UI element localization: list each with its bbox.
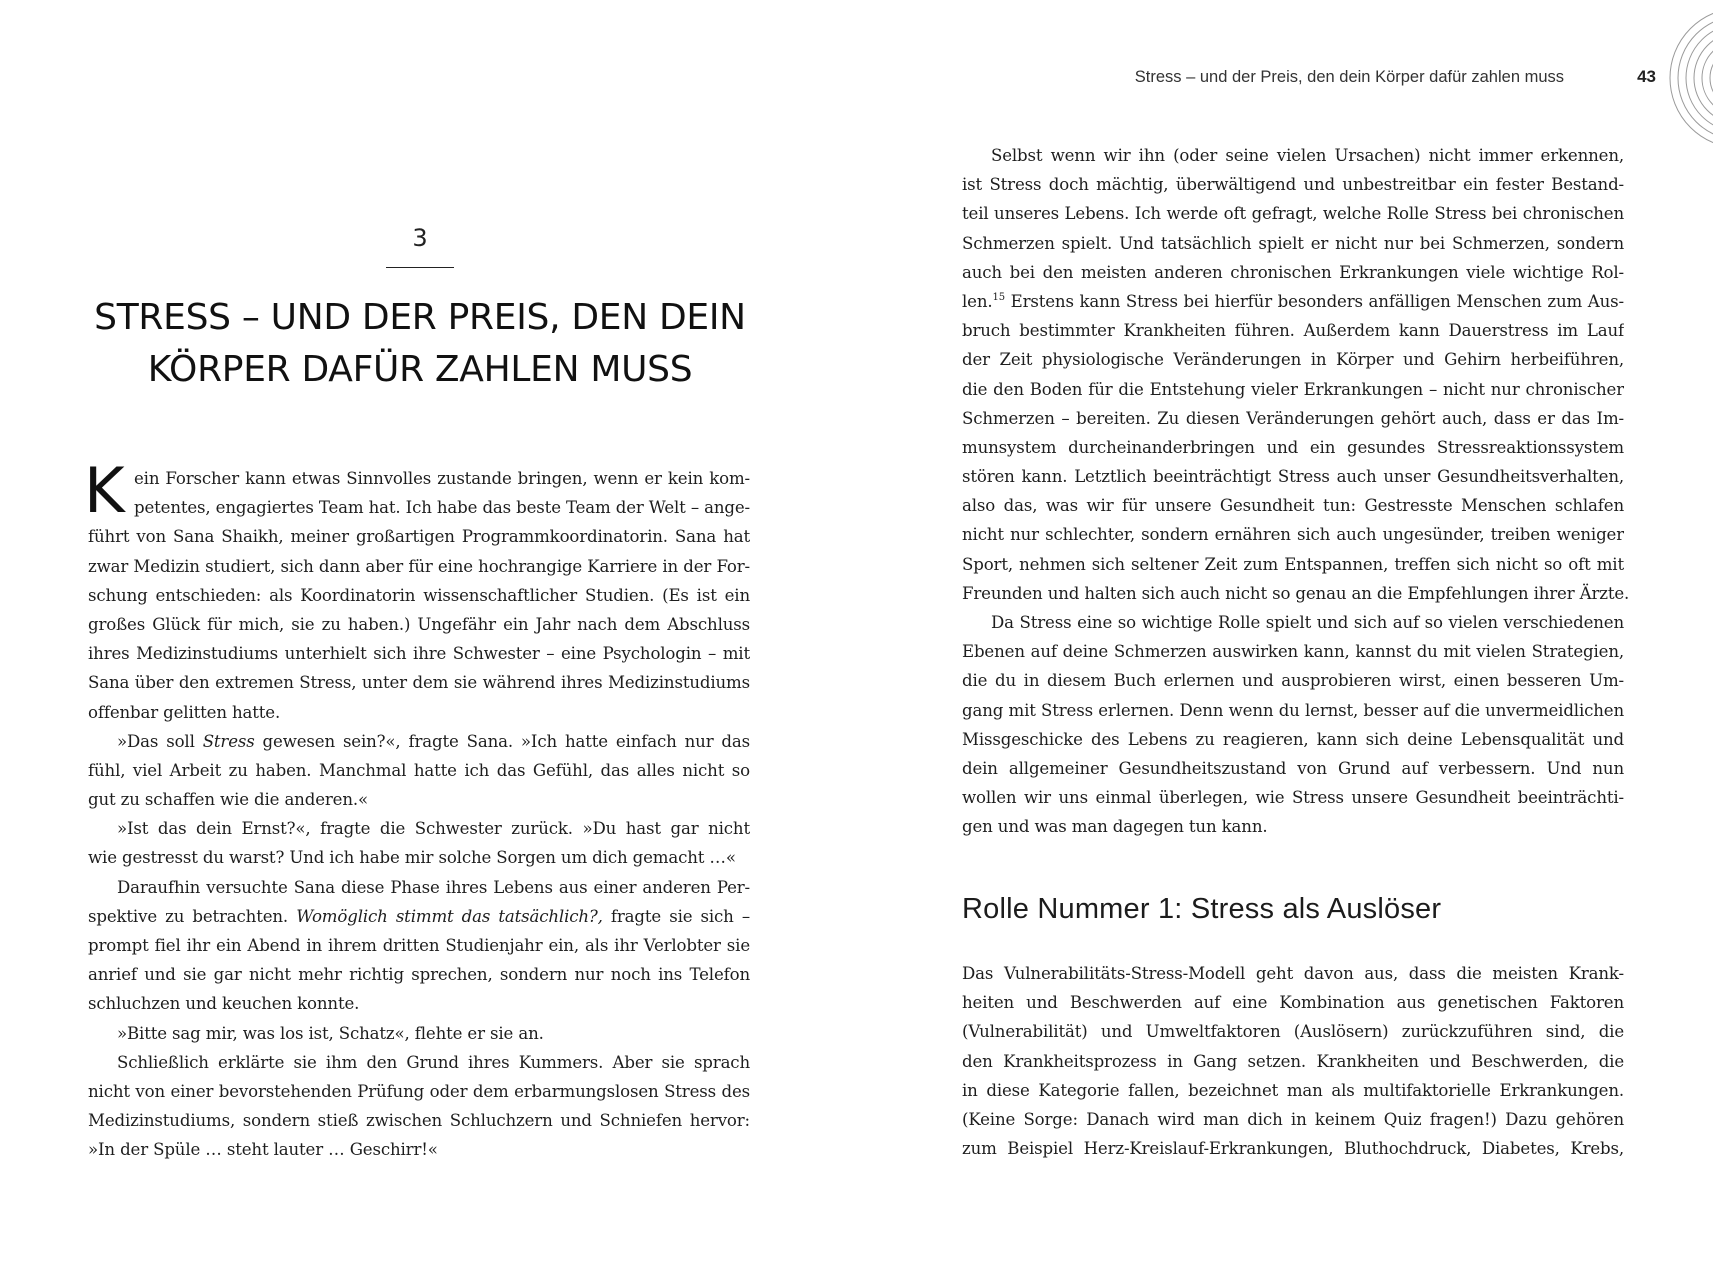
text-line: Freunden und halten sich auch nicht so genau an die Empfehlungen ihrer Ärzte. — [962, 583, 1630, 603]
text-line: gut zu schaffen wie die anderen.« — [88, 790, 368, 810]
text-line: (Keine Sorge: Danach wird man dich in keinem Quiz fragen!) Dazu gehören — [962, 1109, 1624, 1129]
text-line: gang mit Stress erlernen. Denn wenn du lernst, besser auf die unvermeidlichen — [962, 700, 1624, 720]
text-run: fragte sie sich – — [610, 906, 750, 926]
text-line: Schmerzen – bereiten. Zu diesen Veränderungen gehört auch, dass er das Im- — [962, 408, 1624, 428]
text-line: ein Forscher kann etwas Sinnvolles zustande bringen, wenn er kein kom- — [134, 469, 750, 488]
text-line — [962, 287, 1624, 316]
text-line: die du in diesem Buch erlernen und ausprobieren wirst, einen besseren Um- — [962, 671, 1624, 691]
text-line: Schließlich erklärte sie ihm den Grund ihres Kummers. Aber sie sprach — [117, 1052, 750, 1072]
text-line: Da Stress eine so wichtige Rolle spielt und sich auf so vielen verschiedenen — [991, 613, 1624, 632]
paragraph — [962, 959, 1624, 1163]
paragraph — [88, 727, 750, 815]
paragraph — [962, 608, 1624, 842]
text-line: prompt fiel ihr ein Abend in ihrem dritten Studienjahr ein, als ihr Verlobter sie — [88, 936, 750, 955]
left-page — [0, 0, 856, 1270]
text-line: Sport, nehmen sich seltener Zeit zum Entspannen, treffen sich nicht so oft mit — [962, 554, 1624, 574]
text-line: der Zeit physiologische Veränderungen in Körper und Gehirn herbeiführen, — [962, 350, 1624, 370]
text-run: »Das soll — [117, 731, 203, 751]
text-line: bruch bestimmter Krankheiten führen. Außerdem kann Dauerstress im Lauf — [962, 321, 1624, 341]
text-line: stören kann. Letztlich beeinträchtigt Stress auch unser Gesundheitsverhalten, — [962, 467, 1624, 487]
paragraph — [88, 464, 750, 727]
text-line: teil unseres Lebens. Ich werde oft gefragt, welche Rolle Stress bei chronischen — [962, 204, 1624, 224]
text-line: gen und was man dagegen tun kann. — [962, 817, 1268, 837]
paragraph — [962, 141, 1630, 608]
text-line: den Krankheitsprozess in Gang setzen. Krankheiten und Beschwerden, die — [962, 1051, 1624, 1071]
text-line: Ebenen auf deine Schmerzen auswirken kann, kannst du mit vielen Strategien, — [962, 642, 1624, 662]
left-body-text — [88, 464, 750, 1165]
chapter-title-line: KÖRPER DAFÜR ZAHLEN MUSS — [147, 349, 693, 390]
text-line: schluchzen und keuchen konnte. — [88, 994, 360, 1014]
text-line: zwar Medizin studiert, sich dann aber für eine hochrangige Karriere in der For- — [88, 556, 750, 576]
right-body-text — [962, 141, 1630, 842]
text-line: Schmerzen spielt. Und tatsächlich spielt er nicht nur bei Schmerzen, sondern — [962, 233, 1624, 253]
text-line: munsystem durcheinanderbringen und ein gesundes Stressreaktionssystem — [962, 437, 1624, 457]
text-line: fühl, viel Arbeit zu haben. Manchmal hatte ich das Gefühl, das alles nicht so — [88, 760, 750, 780]
text-line: auch bei den meisten anderen chronischen Erkrankungen viele wichtige Rol- — [962, 262, 1624, 282]
text-line: zum Beispiel Herz-Kreislauf-Erkrankungen, Bluthochdruck, Diabetes, Krebs, — [962, 1139, 1624, 1159]
text-line: offenbar gelitten hatte. — [88, 702, 281, 722]
text-line: Selbst wenn wir ihn (oder seine vielen Ursachen) nicht immer erkennen, — [991, 146, 1624, 165]
text-run: len. — [962, 291, 993, 311]
text-run: gewesen sein?«, fragte Sana. »Ich hatte einfach nur das — [262, 731, 750, 751]
text-line: Sana über den extremen Stress, unter dem sie während ihres Medizinstudiums — [88, 673, 750, 693]
emphasis-text: Womöglich stimmt das tatsächlich?, — [296, 906, 603, 926]
text-line: dein allgemeiner Gesundheitszustand von Grund auf verbessern. Und nun — [962, 758, 1624, 778]
text-run: Erstens kann Stress bei hierfür besonders anfälligen Menschen zum Aus- — [1004, 291, 1624, 311]
chapter-number-rule — [386, 267, 454, 268]
chapter-title-line: STRESS – UND DER PREIS, DEN DEIN — [94, 297, 746, 338]
text-line: Daraufhin versuchte Sana diese Phase ihres Lebens aus einer anderen Per- — [117, 877, 750, 897]
text-line: anrief und sie gar nicht mehr richtig sprechen, sondern nur noch ins Telefon — [88, 965, 750, 985]
emphasis-text: Stress — [202, 731, 255, 751]
text-run: spektive zu betrachten. — [88, 906, 297, 926]
text-line: »Ist das dein Ernst?«, fragte die Schwester zurück. »Du hast gar nicht — [117, 819, 750, 839]
text-line: nicht von einer bevorstehenden Prüfung oder dem erbarmungslosen Stress des — [88, 1081, 750, 1101]
right-page — [856, 0, 1713, 1270]
text-line: schung entschieden: als Koordinatorin wissenschaftlicher Studien. (Es ist ein — [88, 585, 750, 605]
text-line: Medizinstudiums, sondern stieß zwischen Schluchzern und Schniefen hervor: — [88, 1111, 750, 1131]
footnote-marker[interactable]: 15 — [992, 291, 1005, 303]
drop-cap: K — [84, 454, 125, 527]
text-line: heiten und Beschwerden auf eine Kombination aus genetischen Faktoren — [962, 993, 1624, 1013]
text-line: Missgeschicke des Lebens zu reagieren, kann sich deine Lebensqualität und — [962, 729, 1624, 749]
text-line: wollen wir uns einmal überlegen, wie Stress unsere Gesundheit beeinträchti- — [962, 788, 1624, 808]
text-line: ihres Medizinstudiums unterhielt sich ihre Schwester – eine Psychologin – mit — [88, 644, 750, 664]
section-heading: Rolle Nummer 1: Stress als Auslöser — [962, 893, 1442, 925]
text-line — [88, 727, 750, 756]
text-line: petentes, engagiertes Team hat. Ich habe das beste Team der Welt – ange- — [134, 498, 750, 518]
text-line: also das, was wir für unsere Gesundheit tun: Gestresste Menschen schlafen — [962, 496, 1624, 516]
text-line: Das Vulnerabilitäts-Stress-Modell geht davon aus, dass die meisten Krank- — [962, 964, 1624, 983]
text-line: »Bitte sag mir, was los ist, Schatz«, flehte er sie an. — [117, 1023, 544, 1043]
text-line: wie gestresst du warst? Und ich habe mir solche Sorgen um dich gemacht …« — [88, 848, 736, 868]
paragraph — [88, 873, 750, 1019]
running-head: Stress – und der Preis, den dein Körper dafür zahlen muss — [1134, 68, 1564, 86]
text-line: nicht nur schlechter, sondern ernähren sich auch ungesünder, treiben weniger — [962, 525, 1624, 545]
concentric-circles-ornament-icon — [1620, 0, 1713, 150]
text-line: die den Boden für die Entstehung vieler Erkrankungen – nicht nur chronischer — [962, 379, 1624, 399]
text-line — [88, 902, 750, 931]
chapter-title — [80, 292, 760, 396]
text-line: in diese Kategorie fallen, bezeichnet man als multifaktorielle Erkrankungen. — [962, 1080, 1624, 1100]
right-body-text-section — [962, 959, 1624, 1163]
text-line: (Vulnerabilität) und Umweltfaktoren (Auslösern) zurückzuführen sind, die — [962, 1022, 1624, 1042]
chapter-number: 3 — [412, 224, 428, 252]
paragraph — [88, 1019, 750, 1048]
text-line: führt von Sana Shaikh, meiner großartigen Programmkoordinatorin. Sana hat — [88, 527, 750, 547]
paragraph — [88, 1048, 750, 1165]
page-number: 43 — [1637, 67, 1656, 86]
text-line: »In der Spüle … steht lauter … Geschirr!« — [88, 1140, 438, 1160]
paragraph — [88, 814, 750, 872]
text-line: großes Glück für mich, sie zu haben.) Ungefähr ein Jahr nach dem Abschluss — [88, 614, 750, 634]
text-line: ist Stress doch mächtig, überwältigend und unbestreitbar ein fester Bestand- — [962, 175, 1624, 195]
